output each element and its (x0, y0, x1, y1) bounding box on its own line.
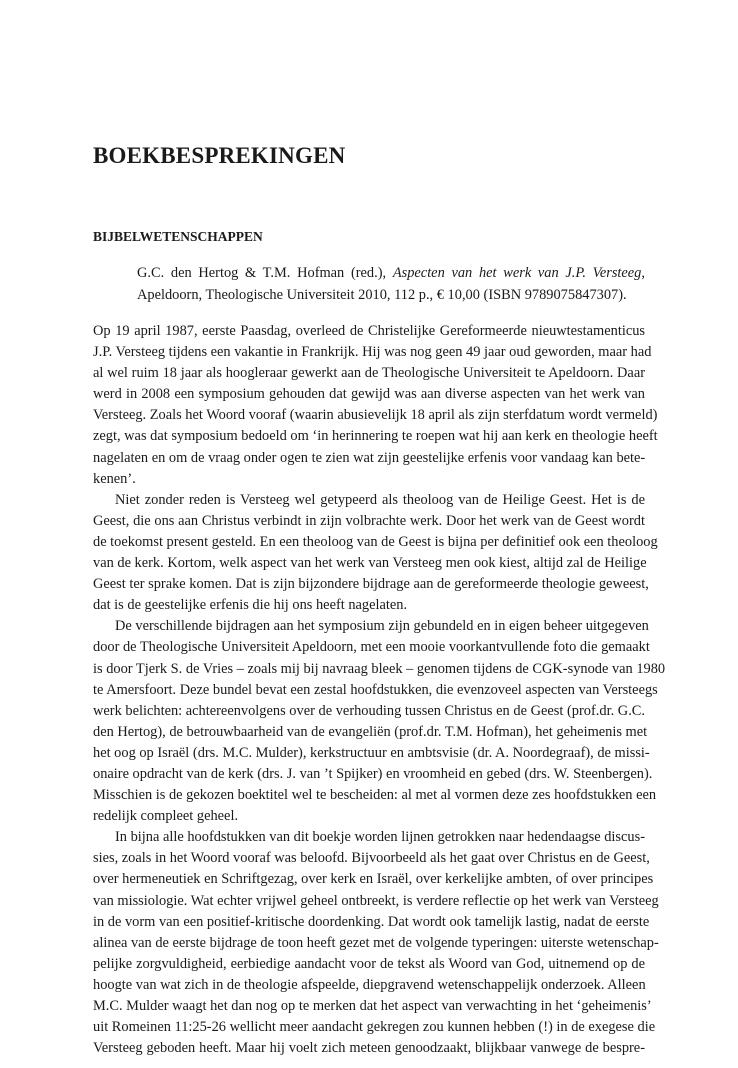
paragraph-line: redelijk compleet geheel. (93, 808, 239, 825)
paragraph-line: J.P. Versteeg tijdens een vakantie in Frankrijk. Hij was nog geen 49 jaar oud geworden, maar had (93, 344, 652, 361)
paragraph-line: Misschien is de gekozen boektitel wel te bescheiden: al met al vormen deze zes hoofdstukken een (93, 787, 657, 804)
citation-authors: G.C. den Hertog & T.M. Hofman (red.), (137, 265, 393, 281)
paragraph-line: uit Romeinen 11:25-26 wellicht meer aandacht gekregen zou kunnen hebben (!) in de exegese die (93, 1019, 656, 1036)
paragraph-line: van missiologie. Wat echter vrijwel geheel ontbreekt, is verdere reflectie op het werk van Versteeg (93, 892, 659, 909)
citation-comma: , (641, 265, 645, 281)
paragraph-line: over hermeneutiek en Schriftgezag, over kerk en Israël, over kerkelijke ambten, of over principes (93, 871, 654, 888)
paragraph-line: hoogte van wat zich in de theologie afspeelde, diepgravend wetenschappelijk onderzoek. Alleen (93, 976, 646, 993)
paragraph-line: Op 19 april 1987, eerste Paasdag, overleed de Christelijke Gereformeerde nieuwtestamenticus (93, 323, 645, 339)
paragraph-4 (93, 827, 659, 1059)
paragraph-line: Niet zonder reden is Versteeg wel getypeerd als theoloog van de Heilige Geest. Het is de (115, 491, 645, 508)
paragraph-1 (93, 321, 658, 490)
paragraph-line: dat is de geestelijke erfenis die hij ons heeft nagelaten. (93, 597, 408, 614)
paragraph-line: Versteeg geboden heeft. Maar hij voelt zich meteen genoodzaakt, blijkbaar vanwege de bespre- (93, 1040, 645, 1057)
paragraph-line: het oog op Israël (drs. M.C. Mulder), kerkstructuur en ambtsvisie (dr. A. Noordegraaf), de missi- (93, 744, 650, 761)
paragraph-line: werd in 2008 een symposium gehouden dat gewijd was aan diverse aspecten van het werk van (93, 386, 645, 403)
paragraph-line: werk belichten: achtereenvolgens over de verhouding tussen Christus en de Geest (prof.dr. G.C. (93, 702, 645, 719)
book-citation (137, 263, 645, 306)
paragraph-line: van de kerk. Kortom, welk aspect van het werk van Versteeg men ook kiest, altijd zal de Heilige (93, 555, 647, 572)
paragraph-line: pelijke zorgvuldigheid, eerbiedige aandacht voor de tekst als Woord van God, uitnemend op de (93, 955, 645, 972)
paragraph-line: Versteeg. Zoals het Woord vooraf (waarin abusievelijk 18 april als zijn sterfdatum wordt vermeld) (93, 407, 658, 424)
paragraph-line: Geest, die ons aan Christus verbindt in zijn volbrachte werk. Door het werk van de Geest wordt (93, 512, 645, 529)
paragraph-line: In bijna alle hoofdstukken van dit boekje worden lijnen getrokken naar hedendaagse discus- (115, 829, 645, 846)
paragraph-line: nagelaten en om de vraag onder ogen te zien wat zijn geestelijke erfenis voor vandaag kan bete- (93, 449, 646, 466)
paragraph-line: al wel ruim 18 jaar als hoogleraar gewerkt aan de Theologische Universiteit te Apeldoorn. Daar (93, 365, 645, 382)
section-heading: BIJBELWETENSCHAPPEN (93, 229, 263, 244)
chapter-title: BOEKBESPREKINGEN (93, 143, 346, 168)
paragraph-line: den Hertog), de betrouwbaarheid van de evangeliën (prof.dr. T.M. Hofman), het geheimenis met (93, 723, 648, 740)
citation-publication: Apeldoorn, Theologische Universiteit 2010, 112 p., € 10,00 (ISBN 9789075847307). (137, 286, 627, 303)
citation-line-1 (137, 263, 645, 285)
paragraph-line: M.C. Mulder waagt het dan nog op te merken dat het aspect van verwachting in het ‘geheimenis’ (93, 998, 652, 1014)
paragraph-line: kenen’. (93, 470, 136, 487)
review-body (93, 321, 666, 1059)
paragraph-line: is door Tjerk S. de Vries – zoals mij bij navraag bleek – genomen tijdens de CGK-synode van 1980 (93, 660, 666, 677)
citation-book-title: Aspecten van het werk van J.P. Versteeg (392, 265, 642, 281)
paragraph-2 (93, 490, 658, 617)
paragraph-line: De verschillende bijdragen aan het symposium zijn gebundeld en in eigen beheer uitgegeven (115, 618, 649, 635)
paragraph-line: door de Theologische Universiteit Apeldoorn, met een mooie voorkantvullende foto die gemaakt (93, 639, 650, 656)
paragraph-line: alinea van de eerste bijdrage de toon heeft gezet met de volgende typeringen: uiterste wetenschap- (93, 934, 659, 951)
paragraph-line: Geest ter sprake komen. Dat is zijn bijzondere bijdrage aan de gereformeerde theologie geweest, (93, 576, 649, 593)
paragraph-3 (93, 616, 666, 827)
paragraph-line: de toekomst present gesteld. En een theoloog van de Geest is bijna per definitief ook een theoloog (93, 533, 658, 550)
paragraph-line: sies, zoals in het Woord vooraf was beloofd. Bijvoorbeeld als het gaat over Christus en de Geest, (93, 850, 650, 867)
paragraph-line: in de vorm van een positief-kritische doordenking. Dat wordt ook tamelijk lastig, nadat de eerste (93, 913, 650, 930)
paragraph-line: te Amersfoort. Deze bundel bevat een zestal hoofdstukken, die evenzoveel aspecten van Versteegs (93, 681, 658, 698)
paragraph-line: zegt, was dat symposium bedoeld om ‘in herinnering te roepen wat hij aan kerk en theologie heeft (93, 428, 658, 445)
paragraph-line: onaire opdracht van de kerk (drs. J. van ’t Spijker) en vroomheid en gebed (drs. W. Steenbergen). (93, 765, 653, 782)
